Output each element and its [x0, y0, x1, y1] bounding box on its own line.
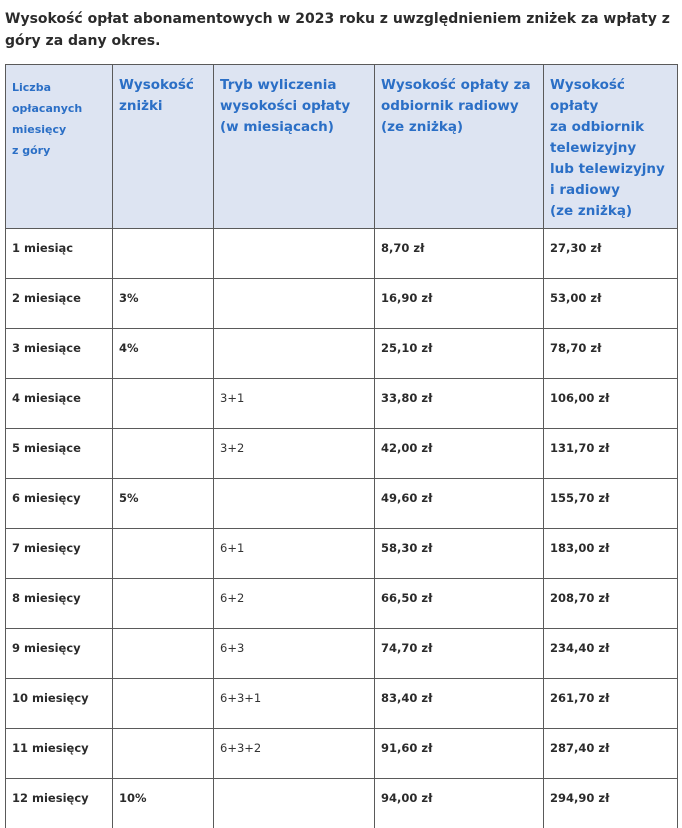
cell-tv-fee: 131,70 zł [544, 429, 678, 479]
header-tv-fee: Wysokość opłaty za odbiornik telewizyjny lub telewizyjny i radiowy (ze zniżką) [544, 65, 678, 229]
table-row [6, 779, 678, 828]
table-row [6, 229, 678, 279]
cell-discount [113, 629, 214, 679]
cell-radio-fee: 58,30 zł [375, 529, 544, 579]
table-row [6, 379, 678, 429]
cell-tv-fee: 78,70 zł [544, 329, 678, 379]
cell-months: 6 miesięcy [6, 479, 113, 529]
table-row [6, 529, 678, 579]
cell-mode [214, 329, 375, 379]
cell-months: 4 miesiące [6, 379, 113, 429]
cell-discount: 4% [113, 329, 214, 379]
fees-table [5, 64, 678, 828]
cell-months: 12 miesięcy [6, 779, 113, 828]
cell-discount [113, 679, 214, 729]
cell-discount [113, 429, 214, 479]
cell-radio-fee: 49,60 zł [375, 479, 544, 529]
cell-discount [113, 579, 214, 629]
cell-discount: 10% [113, 779, 214, 828]
cell-discount [113, 729, 214, 779]
cell-tv-fee: 234,40 zł [544, 629, 678, 679]
cell-radio-fee: 66,50 zł [375, 579, 544, 629]
cell-mode: 3+1 [214, 379, 375, 429]
table-row [6, 479, 678, 529]
cell-mode [214, 279, 375, 329]
cell-mode: 6+3 [214, 629, 375, 679]
cell-tv-fee: 106,00 zł [544, 379, 678, 429]
cell-discount: 5% [113, 479, 214, 529]
cell-tv-fee: 53,00 zł [544, 279, 678, 329]
cell-months: 11 miesięcy [6, 729, 113, 779]
table-row [6, 329, 678, 379]
cell-months: 5 miesiące [6, 429, 113, 479]
cell-radio-fee: 8,70 zł [375, 229, 544, 279]
cell-mode: 6+2 [214, 579, 375, 629]
cell-radio-fee: 83,40 zł [375, 679, 544, 729]
table-row [6, 279, 678, 329]
header-months-paid: Liczba opłacanych miesięcy z góry [6, 65, 113, 229]
table-row [6, 729, 678, 779]
cell-months: 3 miesiące [6, 329, 113, 379]
cell-radio-fee: 74,70 zł [375, 629, 544, 679]
cell-mode [214, 479, 375, 529]
table-row [6, 579, 678, 629]
cell-radio-fee: 33,80 zł [375, 379, 544, 429]
header-radio-fee: Wysokość opłaty za odbiornik radiowy (ze zniżką) [375, 65, 544, 229]
cell-radio-fee: 16,90 zł [375, 279, 544, 329]
cell-months: 1 miesiąc [6, 229, 113, 279]
cell-tv-fee: 155,70 zł [544, 479, 678, 529]
table-row [6, 629, 678, 679]
cell-discount [113, 529, 214, 579]
cell-radio-fee: 25,10 zł [375, 329, 544, 379]
cell-discount [113, 229, 214, 279]
table-row [6, 679, 678, 729]
cell-months: 8 miesięcy [6, 579, 113, 629]
table-row [6, 429, 678, 479]
cell-mode: 6+1 [214, 529, 375, 579]
cell-radio-fee: 42,00 zł [375, 429, 544, 479]
cell-months: 9 miesięcy [6, 629, 113, 679]
cell-tv-fee: 261,70 zł [544, 679, 678, 729]
cell-months: 7 miesięcy [6, 529, 113, 579]
cell-mode: 6+3+1 [214, 679, 375, 729]
cell-discount [113, 379, 214, 429]
cell-radio-fee: 91,60 zł [375, 729, 544, 779]
cell-months: 2 miesiące [6, 279, 113, 329]
cell-tv-fee: 27,30 zł [544, 229, 678, 279]
cell-tv-fee: 183,00 zł [544, 529, 678, 579]
cell-months: 10 miesięcy [6, 679, 113, 729]
page-title: Wysokość opłat abonamentowych w 2023 roku z uwzględnieniem zniżek za wpłaty z góry za dany okres. [5, 11, 670, 49]
cell-discount: 3% [113, 279, 214, 329]
cell-tv-fee: 287,40 zł [544, 729, 678, 779]
cell-mode: 6+3+2 [214, 729, 375, 779]
cell-mode [214, 229, 375, 279]
cell-mode [214, 779, 375, 828]
cell-tv-fee: 208,70 zł [544, 579, 678, 629]
header-calculation-mode: Tryb wyliczenia wysokości opłaty (w miesiącach) [214, 65, 375, 229]
cell-tv-fee: 294,90 zł [544, 779, 678, 828]
cell-mode: 3+2 [214, 429, 375, 479]
header-discount: Wysokość zniżki [113, 65, 214, 229]
table-header-row [6, 65, 678, 229]
cell-radio-fee: 94,00 zł [375, 779, 544, 828]
